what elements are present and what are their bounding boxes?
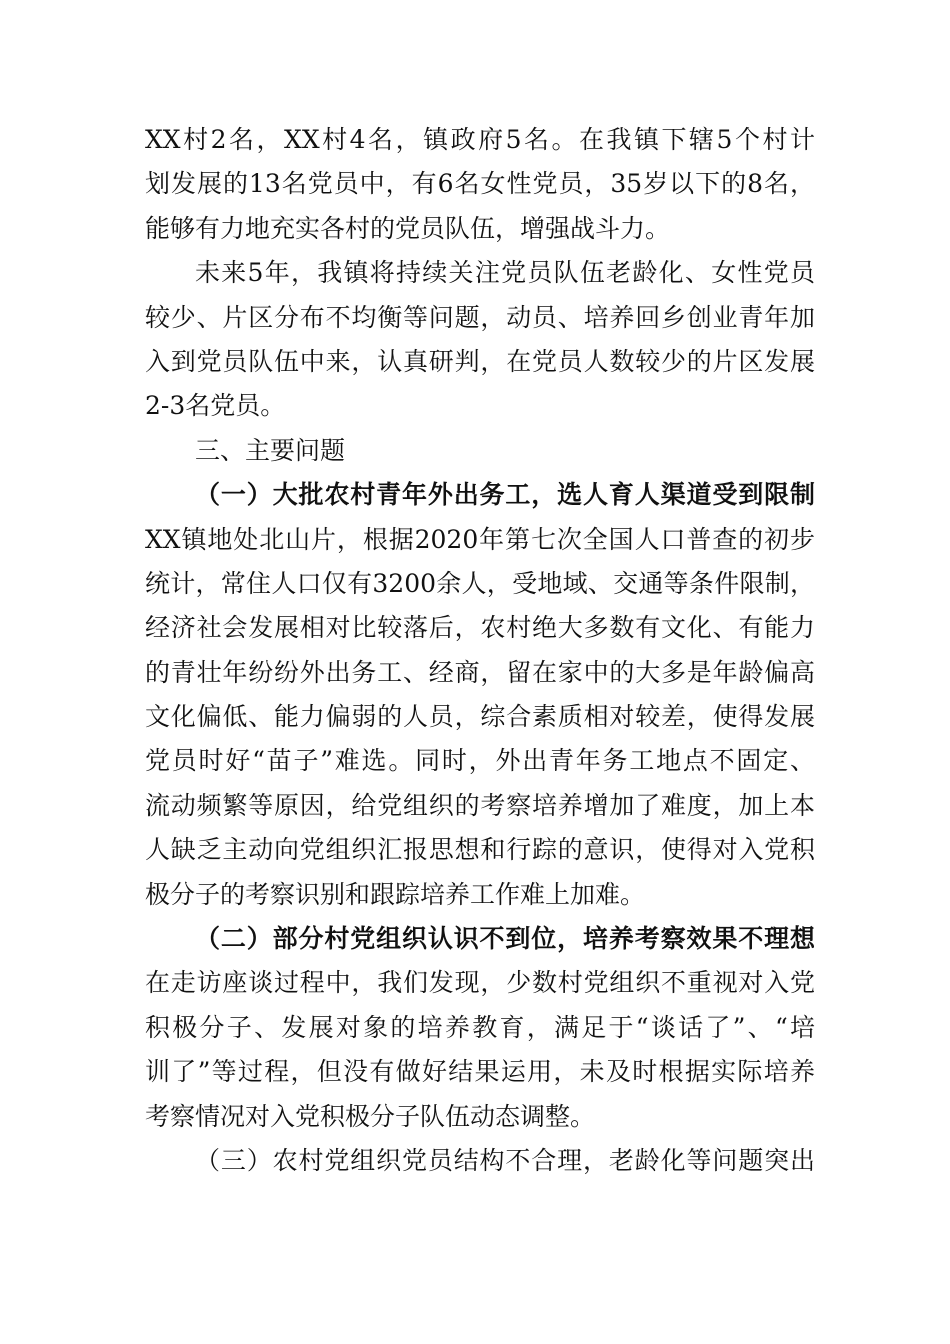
document-body	[145, 118, 815, 1183]
text-line: 积极分子、发展对象的培养教育，满足于“谈话了”、“培	[145, 1012, 815, 1042]
text-line: 较少、片区分布不均衡等问题，动员、培养回乡创业青年加	[145, 302, 815, 332]
text-line: 经济社会发展相对比较落后，农村绝大多数有文化、有能力	[145, 613, 815, 643]
text-line: 统计，常住人口仅有3200余人，受地域、交通等条件限制，	[145, 568, 815, 598]
subsection-3	[145, 1139, 815, 1183]
text-line: 的青壮年纷纷外出务工、经商，留在家中的大多是年龄偏高	[145, 657, 815, 687]
subsection-2	[145, 917, 815, 1139]
subsection-heading: （一）大批农村青年外出务工，选人育人渠道受到限制	[195, 480, 815, 510]
text-line: 入到党员队伍中来，认真研判，在党员人数较少的片区发展	[145, 346, 815, 376]
text-line: 在走访座谈过程中，我们发现，少数村党组织不重视对入党	[145, 968, 815, 998]
text-line: 极分子的考察识别和跟踪培养工作难上加难。	[145, 879, 646, 909]
text-line: 考察情况对入党积极分子队伍动态调整。	[145, 1101, 596, 1131]
subsection-1	[145, 473, 815, 917]
text-line: 2-3名党员。	[145, 391, 286, 421]
subsection-heading: （二）部分村党组织认识不到位，培养考察效果不理想	[195, 924, 815, 954]
text-line: 未来5年，我镇将持续关注党员队伍老龄化、女性党员	[195, 258, 815, 288]
text-line: 能够有力地充实各村的党员队伍，增强战斗力。	[145, 213, 671, 243]
text-line: XX镇地处北山片，根据2020年第七次全国人口普查的初步	[145, 524, 815, 554]
paragraph-future-plan	[145, 251, 815, 429]
paragraph-members-distribution	[145, 118, 815, 251]
text-line: 人缺乏主动向党组织汇报思想和行踪的意识，使得对入党积	[145, 835, 815, 865]
section-heading: 三、主要问题	[195, 435, 346, 465]
text-line: 训了”等过程，但没有做好结果运用，未及时根据实际培养	[145, 1057, 815, 1087]
text-line: 党员时好“苗子”难选。同时，外出青年务工地点不固定、	[145, 746, 815, 776]
text-line: 文化偏低、能力偏弱的人员，综合素质相对较差，使得发展	[145, 702, 815, 732]
text-line: 流动频繁等原因，给党组织的考察培养增加了难度，加上本	[145, 790, 815, 820]
subsection-heading: （三）农村党组织党员结构不合理，老龄化等问题突出	[195, 1145, 815, 1175]
text-line: 划发展的13名党员中，有6名女性党员，35岁以下的8名，	[145, 169, 815, 199]
text-line: XX村2名，XX村4名，镇政府5名。在我镇下辖5个村计	[145, 125, 815, 154]
